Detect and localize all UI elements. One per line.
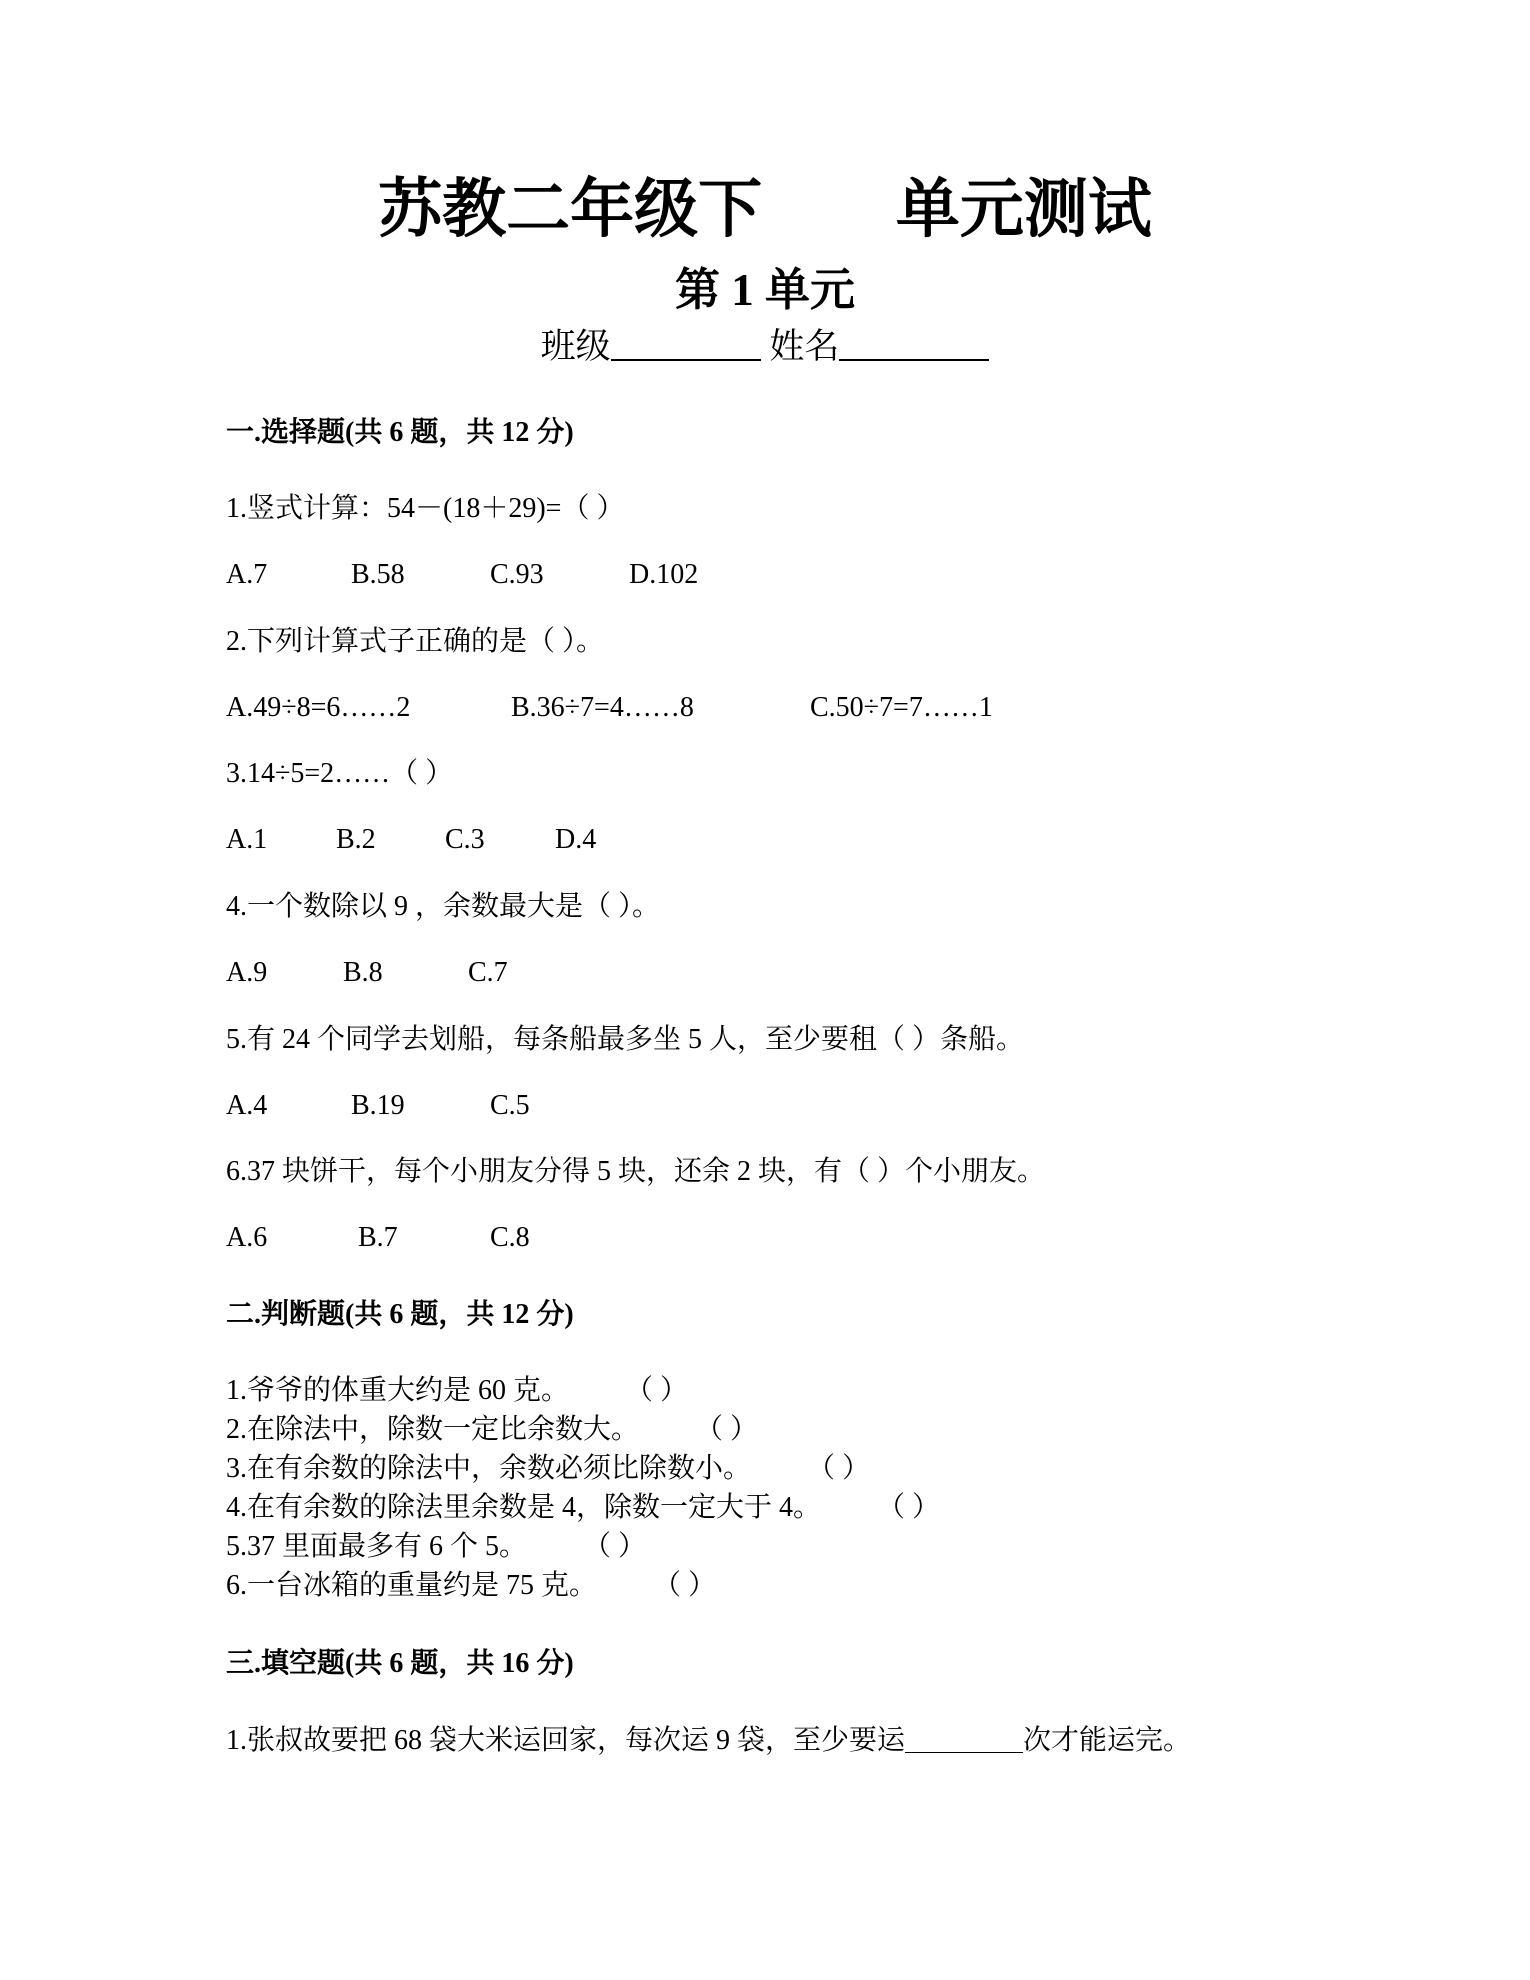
q5-text: 5.有 24 个同学去划船，每条船最多坐 5 人，至少要租（ ）条船。 <box>226 1024 1025 1055</box>
q4-text: 4.一个数除以 9 ，余数最大是（ ）。 <box>226 891 661 922</box>
q5-option-c: C.5 <box>490 1090 530 1121</box>
q3-option-b: B.2 <box>336 824 376 855</box>
q1-option-a: A.7 <box>226 559 268 590</box>
tf-item-5 <box>226 1533 646 1561</box>
q4-option-b: B.8 <box>343 957 383 988</box>
q6-text: 6.37 块饼干，每个小朋友分得 5 块，还余 2 块，有（ ）个小朋友。 <box>226 1156 1046 1187</box>
q2-text: 2.下列计算式子正确的是（ ）。 <box>226 626 605 657</box>
tf-item-mark: （ ） <box>597 1531 647 1562</box>
q6-option-a: A.6 <box>226 1222 268 1253</box>
unit-subtitle: 第 1 单元 <box>674 265 855 315</box>
section2-heading: 二.判断题(共 6 题，共 12 分) <box>226 1299 574 1330</box>
class-label: 班级 <box>540 327 611 366</box>
tf-item-4 <box>226 1494 940 1522</box>
q5-option-b: B.19 <box>351 1090 405 1121</box>
q1-option-d: D.102 <box>629 559 699 590</box>
q4-option-c: C.7 <box>468 957 508 988</box>
name-blank <box>839 325 989 361</box>
q3-option-c: C.3 <box>445 824 485 855</box>
tf-item-text: 4.在有余数的除法里余数是 4，除数一定大于 4。 <box>226 1492 822 1523</box>
tf-item-text: 2.在除法中，除数一定比余数大。 <box>226 1414 640 1445</box>
q3-option-d: D.4 <box>555 824 597 855</box>
tf-item-text: 6.一台冰箱的重量约是 75 克。 <box>226 1570 598 1601</box>
tf-item-mark: （ ） <box>821 1453 871 1484</box>
section1-heading: 一.选择题(共 6 题，共 12 分) <box>226 417 574 448</box>
q2-option-b: B.36÷7=4……8 <box>511 692 694 723</box>
tf-item-mark: （ ） <box>891 1492 941 1523</box>
tf-item-3 <box>226 1455 870 1483</box>
tf-item-mark: （ ） <box>639 1375 689 1406</box>
q3-option-a: A.1 <box>226 824 268 855</box>
fill-q1-after: 次才能运完。 <box>1023 1725 1192 1756</box>
tf-item-text: 1.爷爷的体重大约是 60 克。 <box>226 1375 570 1406</box>
tf-item-mark: （ ） <box>667 1570 717 1601</box>
q4-option-a: A.9 <box>226 957 268 988</box>
q6-option-b: B.7 <box>358 1222 398 1253</box>
q2-option-a: A.49÷8=6……2 <box>226 692 411 723</box>
tf-item-text: 3.在有余数的除法中，余数必须比除数小。 <box>226 1453 752 1484</box>
class-name-line <box>0 325 1530 364</box>
tf-item-6 <box>226 1572 716 1600</box>
fill-q1 <box>226 1726 1191 1755</box>
fill-q1-blank <box>905 1726 1023 1753</box>
q1-option-b: B.58 <box>351 559 405 590</box>
tf-item-1 <box>226 1377 688 1405</box>
tf-item-2 <box>226 1416 758 1444</box>
q2-option-c: C.50÷7=7……1 <box>810 692 993 723</box>
section3-heading: 三.填空题(共 6 题，共 16 分) <box>226 1648 574 1679</box>
class-blank <box>611 325 761 361</box>
q5-option-a: A.4 <box>226 1090 268 1121</box>
page-title: 苏教二年级下 单元测试 <box>378 173 1152 247</box>
tf-item-text: 5.37 里面最多有 6 个 5。 <box>226 1531 528 1562</box>
name-label: 姓名 <box>769 327 840 366</box>
tf-item-mark: （ ） <box>709 1414 759 1445</box>
q3-text: 3.14÷5=2……（ ） <box>226 758 454 789</box>
q1-text: 1.竖式计算：54－(18＋29)=（ ） <box>226 493 625 524</box>
q1-option-c: C.93 <box>490 559 544 590</box>
fill-q1-before: 1.张叔故要把 68 袋大米运回家，每次运 9 袋，至少要运 <box>226 1725 906 1756</box>
q6-option-c: C.8 <box>490 1222 530 1253</box>
